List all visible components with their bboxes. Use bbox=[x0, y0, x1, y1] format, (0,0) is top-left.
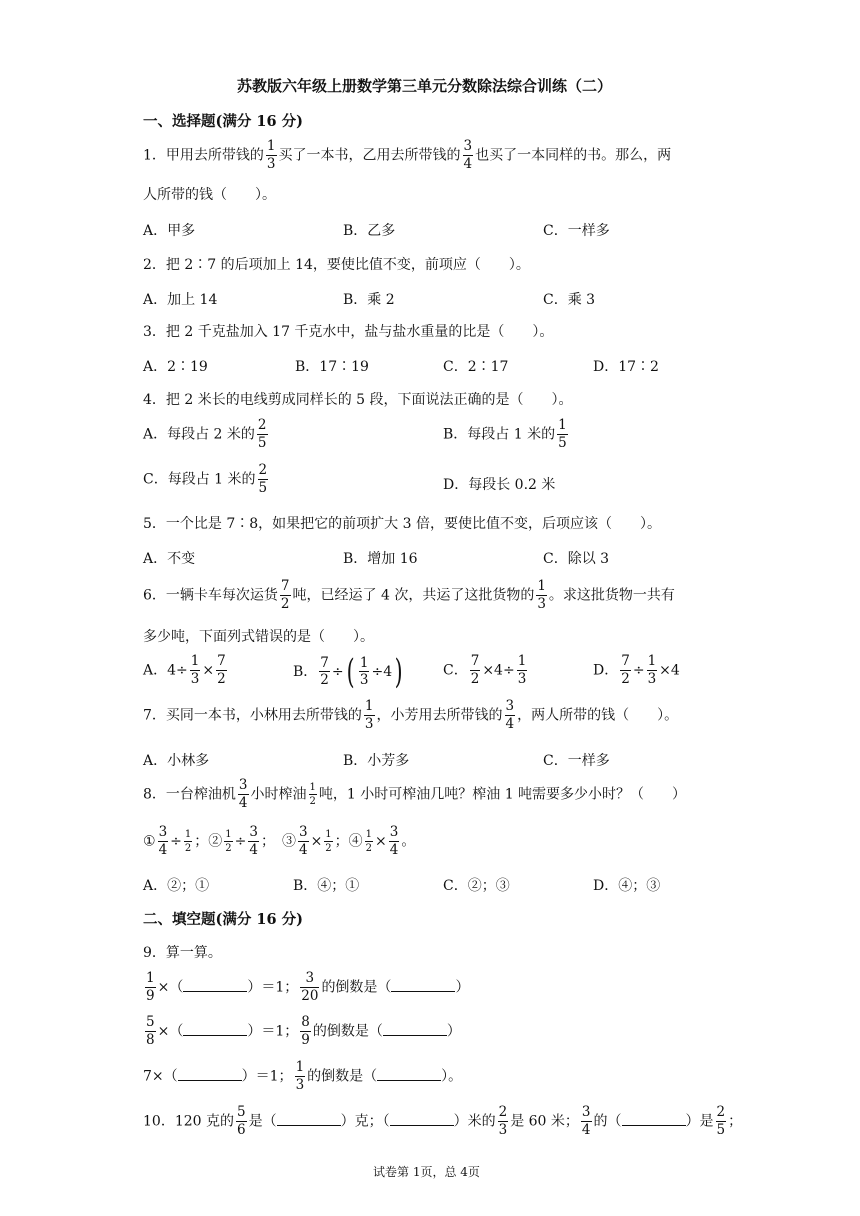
option-d[interactable]: D．每段长 0.2 米 bbox=[443, 477, 556, 493]
fraction: $\frac{1}{3}$ bbox=[517, 653, 527, 687]
fraction: $\frac{1}{2}$ bbox=[309, 781, 316, 807]
question-6-line-2: 多少吨，下面列式错误的是（ ）。 bbox=[143, 629, 374, 645]
option-c[interactable]: C．一样多 bbox=[543, 753, 610, 769]
fraction: $\frac{1}{5}$ bbox=[558, 417, 567, 451]
fraction: $\frac{8}{9}$ bbox=[301, 1014, 310, 1048]
option-c[interactable]: C．一样多 bbox=[543, 223, 610, 239]
option-a[interactable]: A．②；① bbox=[143, 878, 210, 894]
question-6-line-1: 6．一辆卡车每次运货 $\frac{7}{2}$ 吨，已经运了 4 次，共运了这批货物的 $\frac{1}{3}$ 。求这批货物一共有 bbox=[143, 578, 675, 612]
option-a[interactable]: A．甲多 bbox=[143, 223, 196, 239]
fraction: $\frac{3}{4}$ bbox=[238, 777, 248, 811]
fraction: $\frac{3}{4}$ bbox=[505, 698, 515, 732]
question-9: 9．算一算。 bbox=[143, 945, 222, 961]
question-10: 10．120 克的 $\frac{5}{6}$ 是（ ）克；（ ）米的 $\frac{2}{3}$ 是 60 米； $\frac{3}{4}$ 的（ ）是 $\frac{2}{5}$ ； bbox=[143, 1104, 743, 1138]
right-paren: ) bbox=[394, 652, 403, 692]
option-b[interactable]: B．乘 2 bbox=[343, 292, 395, 308]
answer-blank[interactable] bbox=[377, 1068, 441, 1081]
fraction: $\frac{5}{6}$ bbox=[237, 1104, 246, 1138]
option-a[interactable]: A．加上 14 bbox=[143, 292, 218, 308]
fraction: $\frac{7}{2}$ bbox=[470, 653, 480, 687]
answer-blank[interactable] bbox=[390, 1113, 454, 1126]
fraction: $\frac{1}{3}$ bbox=[537, 578, 546, 612]
fraction: $\frac{3}{4}$ bbox=[581, 1104, 591, 1138]
fraction: $\frac{2}{5}$ bbox=[257, 417, 267, 451]
question-2: 2．把 2∶7 的后项加上 14，要使比值不变，前项应（ ）。 bbox=[143, 257, 530, 273]
question-3: 3．把 2 千克盐加入 17 千克水中，盐与盐水重量的比是（ ）。 bbox=[143, 324, 554, 340]
fraction: $\frac{3}{20}$ bbox=[301, 970, 319, 1004]
question-1-line-1 bbox=[143, 140, 671, 171]
page-footer: 试卷第 1页，总 4页 bbox=[373, 1165, 480, 1179]
question-5: 5．一个比是 7∶8，如果把它的前项扩大 3 倍，要使比值不变，后项应该（ ）。 bbox=[143, 516, 661, 532]
option-a[interactable]: A．不变 bbox=[143, 551, 196, 567]
left-paren: ( bbox=[346, 652, 355, 692]
fraction: $\frac{1}{2}$ bbox=[225, 828, 232, 854]
fraction: $\frac{2}{3}$ bbox=[498, 1104, 508, 1138]
fraction: $\frac{3}{4}$ bbox=[463, 138, 473, 172]
fraction: $\frac{1}{9}$ bbox=[146, 970, 155, 1004]
option-b[interactable]: B． $\frac{7}{2}$ ÷( $\frac{1}{3}$ ÷4) bbox=[293, 652, 403, 692]
fraction: $\frac{1}{2}$ bbox=[365, 828, 373, 854]
fraction: $\frac{3}{4}$ bbox=[298, 824, 308, 858]
fraction: $\frac{3}{4}$ bbox=[158, 824, 168, 858]
fraction: $\frac{5}{8}$ bbox=[146, 1014, 155, 1048]
question-8: 8．一台榨油机 $\frac{3}{4}$ 小时榨油 $\frac{1}{2}$ 吨，1 小时可榨油几吨？榨油 1 吨需要多少小时？（ ） bbox=[143, 777, 687, 811]
fraction: $\frac{1}{3}$ bbox=[359, 654, 369, 688]
question-8-expressions: ① $\frac{3}{4}$ ÷ $\frac{1}{2}$ ；② $\frac{1}{2}$ ÷ $\frac{3}{4}$ ； ③ $\frac{3}{4}$ × $\frac{1}{2}$ ；④ $\frac{1}{2}$ × $\frac{3}{4}$ 。 bbox=[143, 824, 416, 858]
fraction: $\frac{1}{3}$ bbox=[295, 1059, 305, 1093]
fraction: $\frac{1}{3}$ bbox=[190, 653, 200, 687]
fraction: $\frac{1}{3}$ bbox=[647, 653, 657, 687]
fraction: $\frac{1}{2}$ bbox=[184, 828, 192, 854]
option-d[interactable]: D．17∶2 bbox=[593, 359, 659, 375]
option-c[interactable]: C．2∶17 bbox=[443, 359, 509, 375]
answer-blank[interactable] bbox=[622, 1113, 686, 1126]
question-1-line-2: 人所带的钱（ ）。 bbox=[143, 187, 276, 203]
option-a[interactable]: A．小林多 bbox=[143, 753, 210, 769]
question-text: 买了一本书，乙用去所带钱的 bbox=[278, 147, 461, 164]
fraction: $\frac{2}{5}$ bbox=[716, 1104, 726, 1138]
question-9-row-1: $\frac{1}{9}$ ×（ ）＝1； $\frac{3}{20}$ 的倒数是（ ） bbox=[146, 970, 470, 1004]
fraction: $\frac{3}{4}$ bbox=[249, 824, 258, 858]
question-text: 也买了一本同样的书。那么，两 bbox=[475, 147, 672, 164]
fraction: $\frac{7}{2}$ bbox=[320, 654, 329, 688]
option-b[interactable]: B．小芳多 bbox=[343, 753, 410, 769]
option-b[interactable]: B．每段占 1 米的 $\frac{1}{5}$ bbox=[443, 417, 567, 451]
option-b[interactable]: B．增加 16 bbox=[343, 551, 418, 567]
option-c[interactable]: C．除以 3 bbox=[543, 551, 610, 567]
fraction: $\frac{3}{4}$ bbox=[389, 824, 399, 858]
option-d[interactable]: D． $\frac{7}{2}$ ÷ $\frac{1}{3}$ ×4 bbox=[593, 653, 680, 687]
option-b[interactable]: B．④；① bbox=[293, 878, 360, 894]
page-title: 苏教版六年级上册数学第三单元分数除法综合训练（二） bbox=[237, 77, 613, 95]
question-9-row-3: 7×（ ）＝1； $\frac{1}{3}$ 的倒数是（ ）。 bbox=[143, 1059, 463, 1093]
answer-blank[interactable] bbox=[183, 1023, 247, 1036]
answer-blank[interactable] bbox=[391, 979, 455, 992]
fraction: $\frac{1}{2}$ bbox=[325, 828, 332, 854]
answer-blank[interactable] bbox=[183, 979, 247, 992]
fraction: $\frac{1}{3}$ bbox=[364, 698, 374, 732]
fraction: $\frac{1}{3}$ bbox=[266, 138, 276, 172]
section-heading-fill: 二、填空题(满分 16 分) bbox=[143, 911, 303, 928]
fraction: $\frac{7}{2}$ bbox=[217, 653, 226, 687]
option-b[interactable]: B．乙多 bbox=[343, 223, 396, 239]
option-c[interactable]: C．每段占 1 米的 $\frac{2}{5}$ bbox=[143, 462, 268, 496]
option-c[interactable]: C． $\frac{7}{2}$ ×4÷ $\frac{1}{3}$ bbox=[443, 653, 527, 687]
option-d[interactable]: D．④；③ bbox=[593, 878, 661, 894]
fraction: $\frac{2}{5}$ bbox=[258, 462, 268, 496]
answer-blank[interactable] bbox=[277, 1113, 341, 1126]
option-a[interactable]: A．每段占 2 米的 $\frac{2}{5}$ bbox=[143, 417, 267, 451]
question-text: 1．甲用去所带钱的 bbox=[143, 147, 264, 164]
question-9-row-2: $\frac{5}{8}$ ×（ ）＝1； $\frac{8}{9}$ 的倒数是（ ） bbox=[146, 1014, 461, 1048]
fraction: $\frac{7}{2}$ bbox=[621, 653, 630, 687]
question-4: 4．把 2 米长的电线剪成同样长的 5 段，下面说法正确的是（ ）。 bbox=[143, 392, 573, 408]
option-a[interactable]: A．2∶19 bbox=[143, 359, 208, 375]
answer-blank[interactable] bbox=[383, 1023, 447, 1036]
question-7: 7．买同一本书，小林用去所带钱的 $\frac{1}{3}$ ，小芳用去所带钱的 $\frac{3}{4}$ ，两人所带的钱（ ）。 bbox=[143, 698, 679, 732]
option-b[interactable]: B．17∶19 bbox=[295, 359, 369, 375]
option-c[interactable]: C．②；③ bbox=[443, 878, 510, 894]
section-heading-choice: 一、选择题(满分 16 分) bbox=[143, 113, 303, 130]
option-a[interactable]: A．4÷ $\frac{1}{3}$ × $\frac{7}{2}$ bbox=[143, 653, 226, 687]
fraction: $\frac{7}{2}$ bbox=[280, 578, 290, 612]
answer-blank[interactable] bbox=[178, 1068, 242, 1081]
option-c[interactable]: C．乘 3 bbox=[543, 292, 596, 308]
